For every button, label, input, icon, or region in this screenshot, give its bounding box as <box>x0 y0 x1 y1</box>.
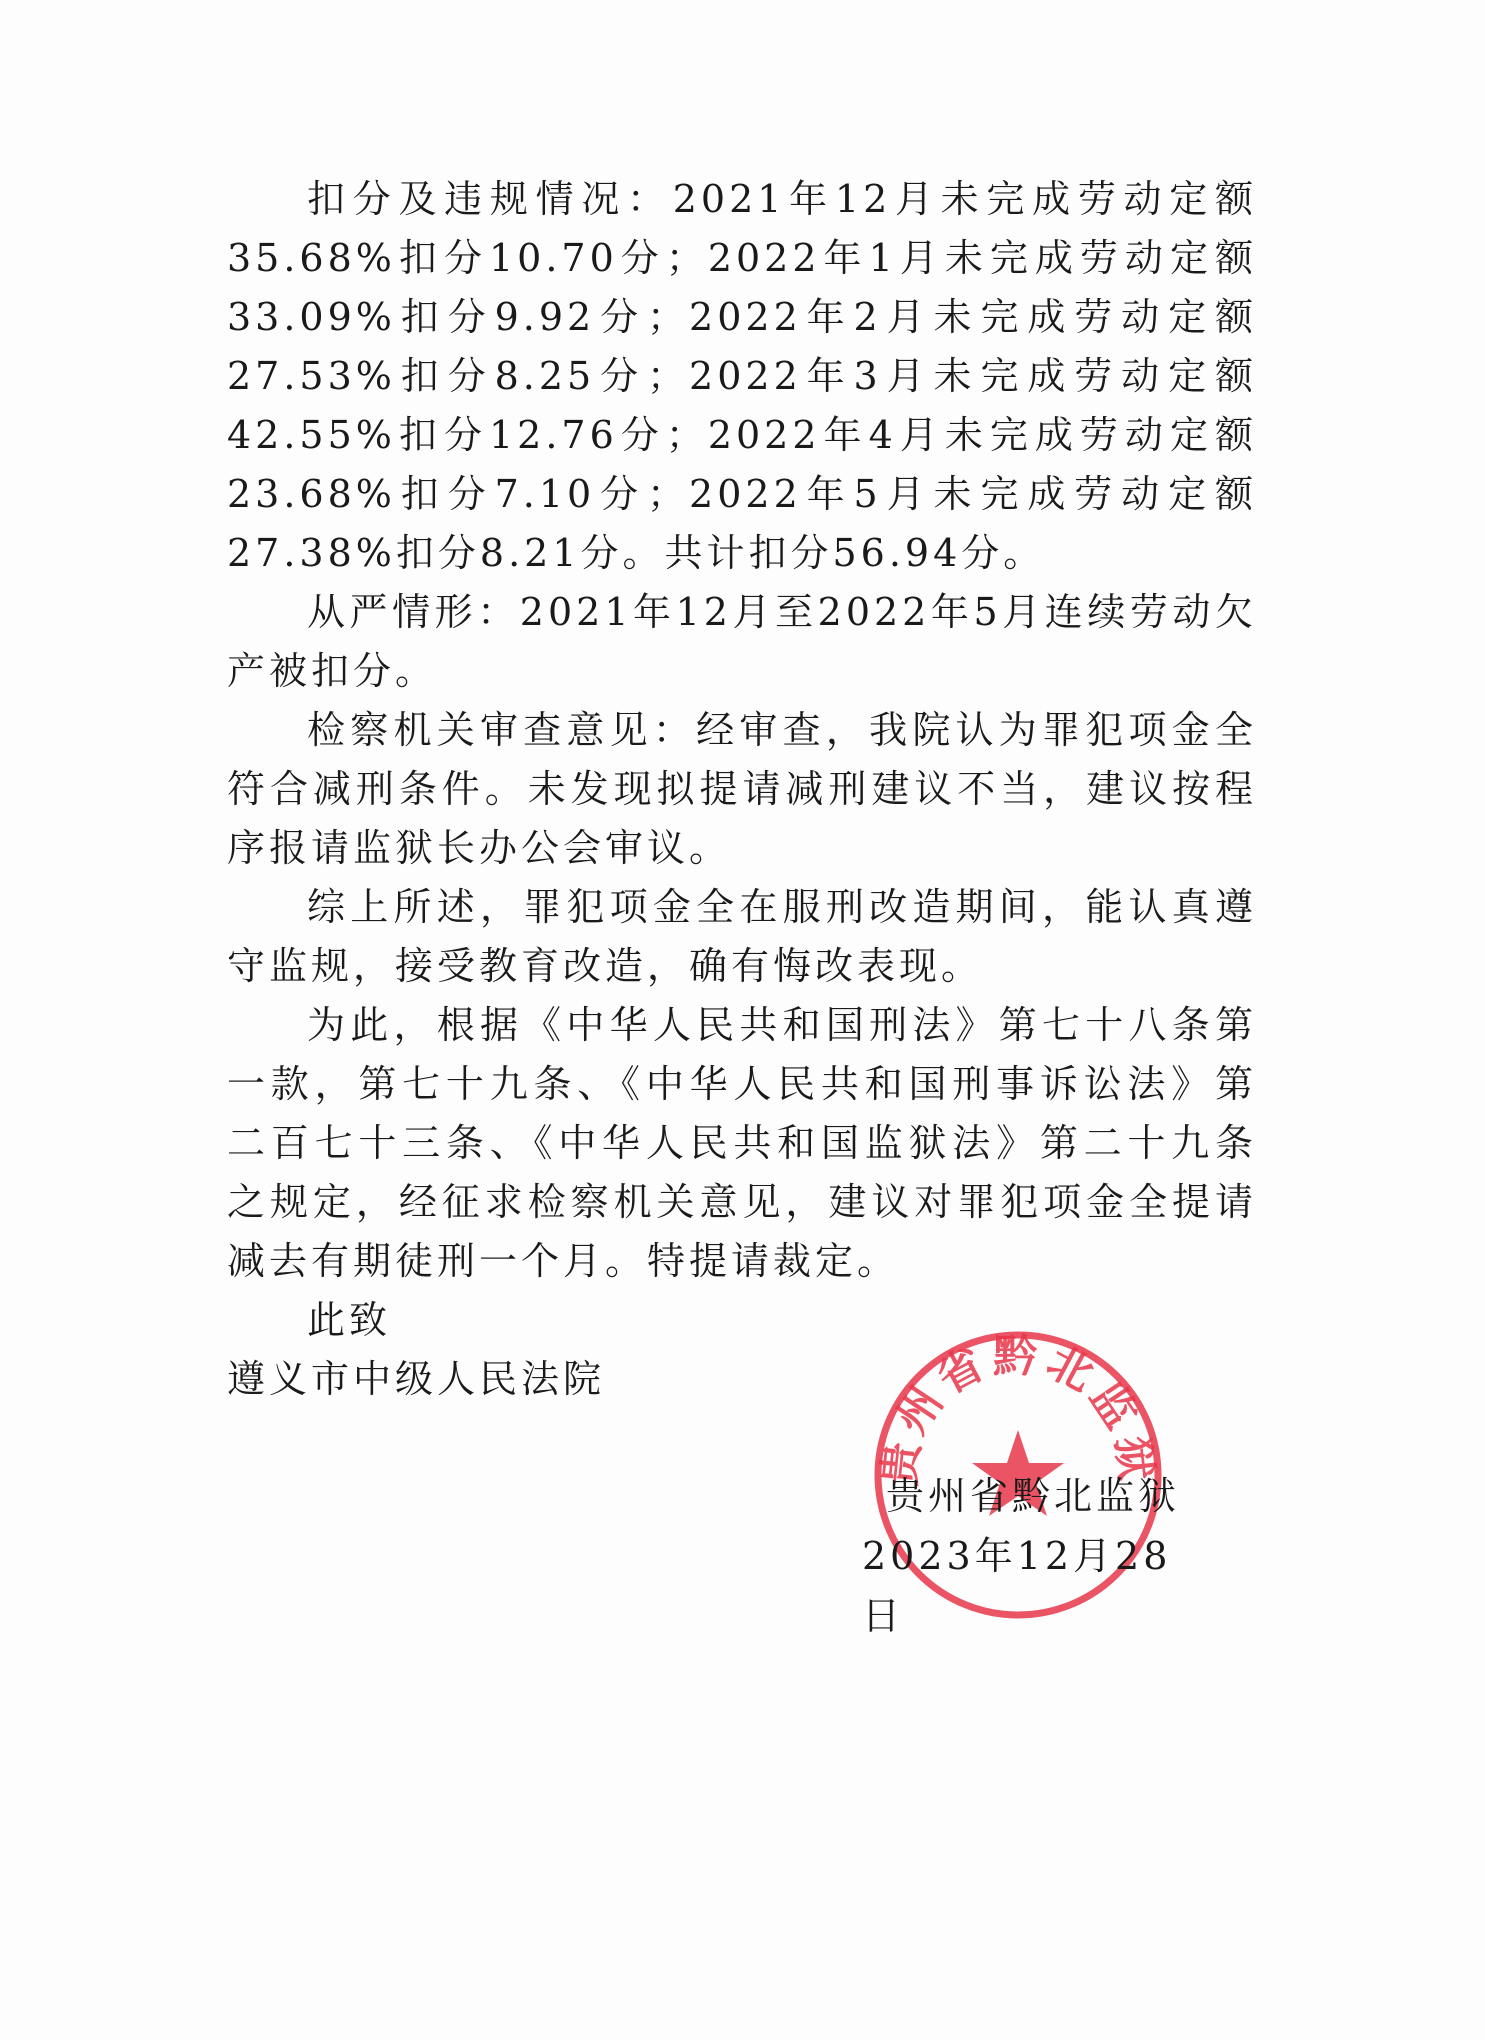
paragraph-procuratorate-opinion: 检察机关审查意见：经审查，我院认为罪犯项金全符合减刑条件。未发现拟提请减刑建议不当，建议按程序报请监狱长办公会审议。 <box>227 708 1257 870</box>
paragraph-legal-basis: 为此，根据《中华人民共和国刑法》第七十八条第一款，第七十九条、《中华人民共和国刑事诉讼法》第二百七十三条、《中华人民共和国监狱法》第二十九条之规定，经征求检察机关意见，建议对罪犯项金全提请减去有期徒刑一个月。特提请裁定。 <box>227 1003 1257 1283</box>
paragraph-summary: 综上所述，罪犯项金全在服刑改造期间，能认真遵守监规，接受教育改造，确有悔改表现。 <box>227 885 1257 988</box>
document-body <box>227 170 1257 1409</box>
signature-organization: 贵州省黔北监狱 <box>886 1474 1181 1518</box>
seal-arc-text: 贵州省黔北监狱 <box>874 1330 1162 1489</box>
signature-date: 2023年12月28日 <box>862 1534 1172 1638</box>
addressee: 遵义市中级人民法院 <box>227 1357 606 1401</box>
paragraph-aggravating: 从严情形：2021年12月至2022年5月连续劳动欠产被扣分。 <box>227 590 1257 693</box>
paragraph-deductions: 扣分及违规情况：2021年12月未完成劳动定额35.68%扣分10.70分；2022年1月未完成劳动定额33.09%扣分9.92分；2022年2月未完成劳动定额27.53%扣分8.25分；2022年3月未完成劳动定额42.55%扣分12.76分；2022年4月未完成劳动定额23.68%扣分7.10分；2022年5月未完成劳动定额27.38%扣分8.21分。共计扣分56.94分。 <box>227 177 1257 575</box>
closing-salutation: 此致 <box>307 1298 392 1342</box>
signature-block <box>850 1466 1210 1646</box>
